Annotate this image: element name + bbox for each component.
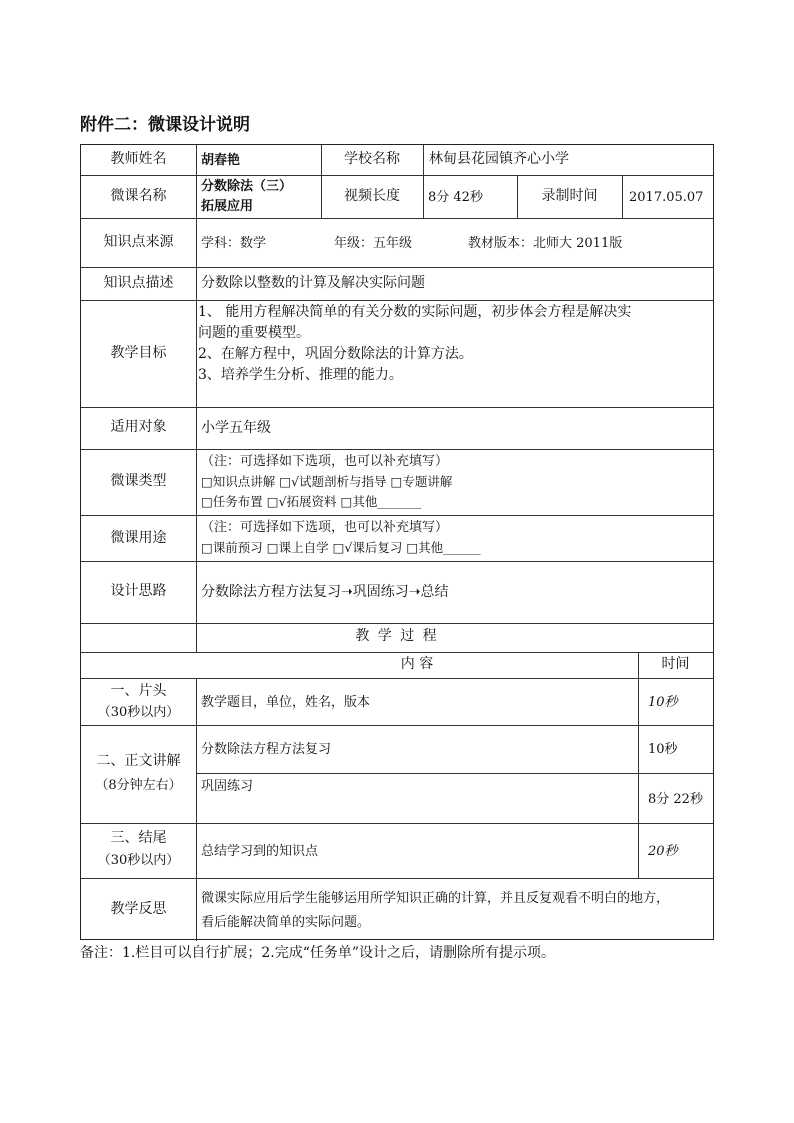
section-name: 一、片头 — [110, 683, 167, 699]
desc-label: 知识点描述 — [103, 275, 174, 291]
section-content: 分数除法方程方法复习 — [201, 742, 332, 757]
textbook-value: 教材版本：北师大 2011版 — [468, 236, 623, 251]
footnote: 备注：1.栏目可以自行扩展；2.完成“任务单”设计之后，请删除所有提示项。 — [80, 945, 556, 961]
row-divider — [81, 267, 713, 268]
section-time: 10秒 — [648, 742, 678, 757]
grade-value: 年级：五年级 — [334, 236, 413, 251]
section-content: 巩固练习 — [201, 779, 254, 794]
content-header: 内 容 — [400, 656, 434, 672]
audience-label: 适用对象 — [110, 419, 167, 435]
school-value: 林甸县花园镇齐心小学 — [429, 151, 569, 167]
section-sub: （30秒以内） — [97, 705, 180, 720]
section-content: 总结学习到的知识点 — [201, 844, 319, 859]
type-options-row1: □知识点讲解 □√试题剖析与指导 □专题讲解 — [201, 474, 453, 489]
goal-line: 问题的重要模型。 — [198, 325, 310, 341]
school-label: 学校名称 — [344, 151, 400, 167]
row-divider — [81, 218, 713, 219]
document-title: 附件二：微课设计说明 — [80, 115, 250, 135]
section-content: 教学题目，单位，姓名，版本 — [201, 695, 371, 710]
course-label: 微课名称 — [110, 188, 167, 204]
course-value-line1: 分数除法（三） — [201, 179, 293, 194]
row-divider — [81, 678, 713, 679]
row-divider — [81, 175, 713, 176]
section-name: 二、正文讲解 — [96, 753, 181, 769]
design-label: 设计思路 — [110, 583, 167, 599]
row-divider — [81, 725, 713, 726]
recording-label: 录制时间 — [541, 188, 598, 204]
row-divider — [81, 561, 713, 562]
design-value: 分数除法方程方法复习➝巩固练习➝总结 — [201, 584, 449, 600]
goal-line: 2、在解方程中，巩固分数除法的计算方法。 — [198, 346, 473, 362]
column-divider — [196, 678, 197, 941]
reflection-label: 教学反思 — [110, 901, 167, 917]
row-divider — [81, 878, 713, 879]
time-header: 时间 — [661, 656, 690, 672]
goal-line: 3、培养学生分析、推理的能力。 — [198, 367, 403, 383]
desc-value: 分数除以整数的计算及解决实际问题 — [201, 275, 425, 291]
section-sub: （8分钟左右） — [95, 778, 182, 793]
column-divider — [622, 175, 623, 218]
recording-value: 2017.05.07 — [629, 190, 704, 205]
section-time: 10秒 — [648, 695, 678, 710]
row-divider — [81, 300, 713, 301]
row-divider — [196, 773, 713, 774]
design-form-table — [80, 144, 714, 940]
reflection-line: 微课实际应用后学生能够运用所学知识正确的计算，并且反复观看不明白的地方， — [201, 891, 670, 906]
audience-value: 小学五年级 — [201, 420, 271, 436]
type-note: （注：可选择如下选项，也可以补充填写） — [201, 454, 449, 469]
process-header: 教 学 过 程 — [355, 628, 439, 644]
column-divider — [196, 145, 197, 652]
row-divider — [81, 652, 713, 653]
section-time: 8分 22秒 — [648, 792, 703, 807]
row-divider — [81, 823, 713, 824]
duration-label: 视频长度 — [344, 188, 400, 204]
column-divider — [423, 145, 424, 218]
course-value-line2: 拓展应用 — [201, 199, 254, 214]
row-divider — [81, 515, 713, 516]
teacher-value: 胡春艳 — [201, 153, 241, 168]
column-divider — [638, 652, 639, 878]
use-options: □课前预习 □课上自学 □√课后复习 □其他______ — [201, 540, 481, 555]
section-time: 20秒 — [648, 844, 678, 859]
section-sub: （30秒以内） — [97, 853, 180, 868]
goals-label: 教学目标 — [110, 345, 167, 361]
use-label: 微课用途 — [110, 530, 167, 546]
section-name: 三、结尾 — [110, 830, 167, 846]
teacher-label: 教师姓名 — [110, 151, 167, 167]
duration-value: 8分 42秒 — [428, 190, 483, 205]
row-divider — [81, 449, 713, 450]
source-label: 知识点来源 — [103, 234, 174, 250]
reflection-line: 看后能解决简单的实际问题。 — [201, 915, 371, 930]
goal-line: 1、 能用方程解决简单的有关分数的实际问题，初步体会方程是解决实 — [198, 304, 632, 320]
type-options-row2: □任务布置 □√拓展资料 □其他_______ — [201, 494, 422, 509]
row-divider — [81, 623, 713, 624]
subject-value: 学科：数学 — [201, 236, 267, 251]
use-note: （注：可选择如下选项，也可以补充填写） — [201, 520, 449, 535]
row-divider — [81, 407, 713, 408]
type-label: 微课类型 — [110, 473, 167, 489]
